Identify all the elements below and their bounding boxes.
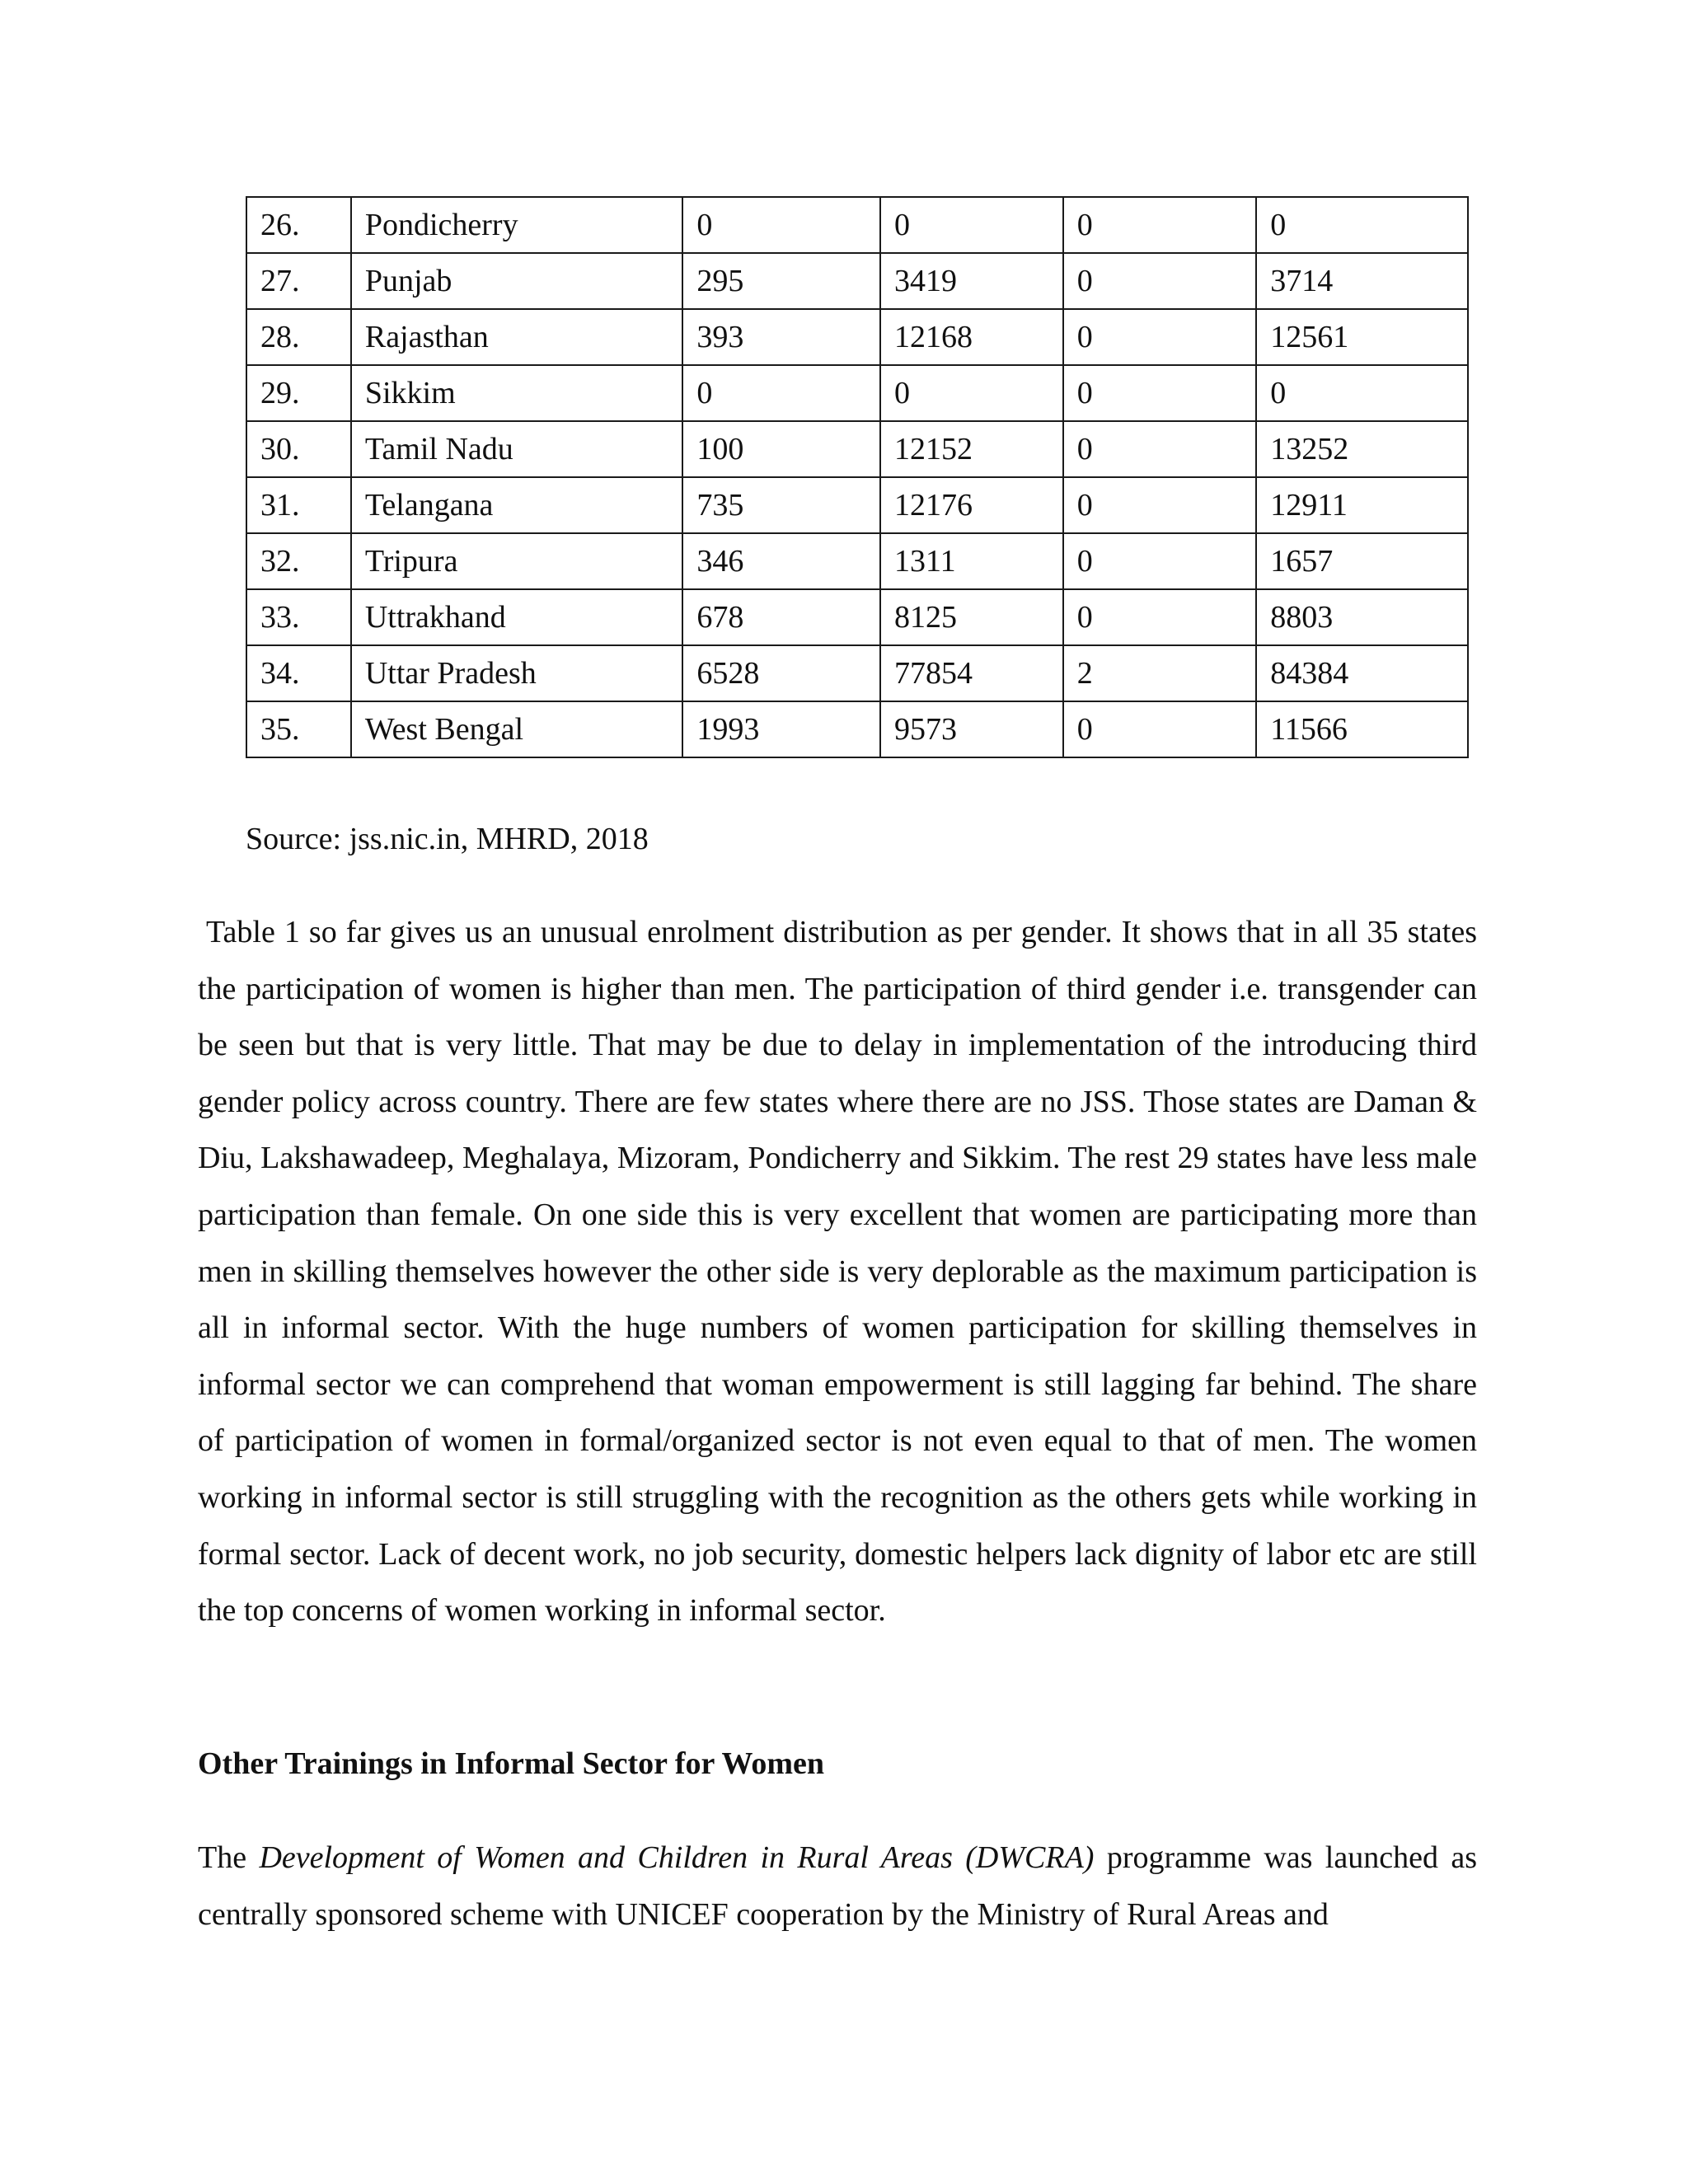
- value-cell: 1993: [682, 701, 880, 757]
- state-name: Rajasthan: [351, 309, 683, 365]
- table-row: [246, 253, 1468, 309]
- table-row: [246, 309, 1468, 365]
- value-cell: 0: [1063, 421, 1257, 477]
- table-row: [246, 477, 1468, 533]
- row-number: 31.: [246, 477, 351, 533]
- value-cell: 735: [682, 477, 880, 533]
- total-cell: 0: [1256, 365, 1468, 421]
- value-cell: 0: [1063, 701, 1257, 757]
- row-number: 33.: [246, 589, 351, 645]
- value-cell: 0: [1063, 365, 1257, 421]
- row-number: 35.: [246, 701, 351, 757]
- row-number: 27.: [246, 253, 351, 309]
- state-name: Punjab: [351, 253, 683, 309]
- state-name: Uttar Pradesh: [351, 645, 683, 701]
- value-cell: 295: [682, 253, 880, 309]
- section-heading: Other Trainings in Informal Sector for Women: [198, 1746, 825, 1781]
- value-cell: 2: [1063, 645, 1257, 701]
- value-cell: 0: [1063, 589, 1257, 645]
- table-row: [246, 589, 1468, 645]
- paragraph-prefix: The: [198, 1840, 260, 1875]
- table-row: [246, 645, 1468, 701]
- total-cell: 12561: [1256, 309, 1468, 365]
- body-paragraph-2: [198, 1830, 1477, 1943]
- total-cell: 12911: [1256, 477, 1468, 533]
- table-row: [246, 197, 1468, 253]
- value-cell: 0: [1063, 477, 1257, 533]
- value-cell: 0: [1063, 309, 1257, 365]
- row-number: 29.: [246, 365, 351, 421]
- value-cell: 12176: [880, 477, 1063, 533]
- programme-name: Development of Women and Children in Rural Areas (DWCRA): [259, 1840, 1095, 1875]
- value-cell: 8125: [880, 589, 1063, 645]
- total-cell: 1657: [1256, 533, 1468, 589]
- table-row: [246, 533, 1468, 589]
- paragraph-suffix: programme was launched as centrally sponsored scheme with UNICEF cooperation by the Ministry of Rural Areas and: [198, 1840, 1477, 1932]
- value-cell: 77854: [880, 645, 1063, 701]
- body-paragraph: [198, 904, 1477, 1639]
- state-name: Sikkim: [351, 365, 683, 421]
- value-cell: 12168: [880, 309, 1063, 365]
- state-name: Uttrakhand: [351, 589, 683, 645]
- value-cell: 9573: [880, 701, 1063, 757]
- total-cell: 11566: [1256, 701, 1468, 757]
- total-cell: 84384: [1256, 645, 1468, 701]
- value-cell: 0: [682, 197, 880, 253]
- total-cell: 0: [1256, 197, 1468, 253]
- total-cell: 13252: [1256, 421, 1468, 477]
- value-cell: 346: [682, 533, 880, 589]
- state-name: Tamil Nadu: [351, 421, 683, 477]
- table-source-note: Source: jss.nic.in, MHRD, 2018: [246, 822, 649, 856]
- value-cell: 0: [1063, 197, 1257, 253]
- total-cell: 8803: [1256, 589, 1468, 645]
- state-name: Telangana: [351, 477, 683, 533]
- value-cell: 0: [1063, 533, 1257, 589]
- value-cell: 1311: [880, 533, 1063, 589]
- row-number: 34.: [246, 645, 351, 701]
- value-cell: 100: [682, 421, 880, 477]
- value-cell: 12152: [880, 421, 1063, 477]
- value-cell: 0: [880, 197, 1063, 253]
- value-cell: 0: [880, 365, 1063, 421]
- row-number: 32.: [246, 533, 351, 589]
- value-cell: 3419: [880, 253, 1063, 309]
- table-row: [246, 701, 1468, 757]
- row-number: 26.: [246, 197, 351, 253]
- row-number: 30.: [246, 421, 351, 477]
- total-cell: 3714: [1256, 253, 1468, 309]
- state-name: Pondicherry: [351, 197, 683, 253]
- value-cell: 393: [682, 309, 880, 365]
- row-number: 28.: [246, 309, 351, 365]
- state-name: Tripura: [351, 533, 683, 589]
- paragraph-text: Table 1 so far gives us an unusual enrolment distribution as per gender. It shows that in all 35 states the participation of women is higher than men. The participation of third gender i.e. transgender can be seen but that is very little. That may be due to delay in implementation of the introducing third gender policy across country. There are few states where there are no JSS. Those states are Daman & Diu, Lakshawadeep, Meghalaya, Mizoram, Pondicherry and Sikkim. The rest 29 states have less male participation than female. On one side this is very excellent that women are participating more than men in skilling themselves however the other side is very deplorable as the maximum participation is all in informal sector. With the huge numbers of women participation for skilling themselves in informal sector we can comprehend that woman empowerment is still lagging far behind. The share of participation of women in formal/organized sector is not even equal to that of men. The women working in informal sector is still struggling with the recognition as the others gets while working in formal sector. Lack of decent work, no job security, domestic helpers lack dignity of labor etc are still the top concerns of women working in informal sector.: [198, 915, 1477, 1629]
- table-row: [246, 421, 1468, 477]
- value-cell: 6528: [682, 645, 880, 701]
- value-cell: 678: [682, 589, 880, 645]
- value-cell: 0: [682, 365, 880, 421]
- table-row: [246, 365, 1468, 421]
- value-cell: 0: [1063, 253, 1257, 309]
- state-name: West Bengal: [351, 701, 683, 757]
- enrolment-table: [246, 196, 1469, 758]
